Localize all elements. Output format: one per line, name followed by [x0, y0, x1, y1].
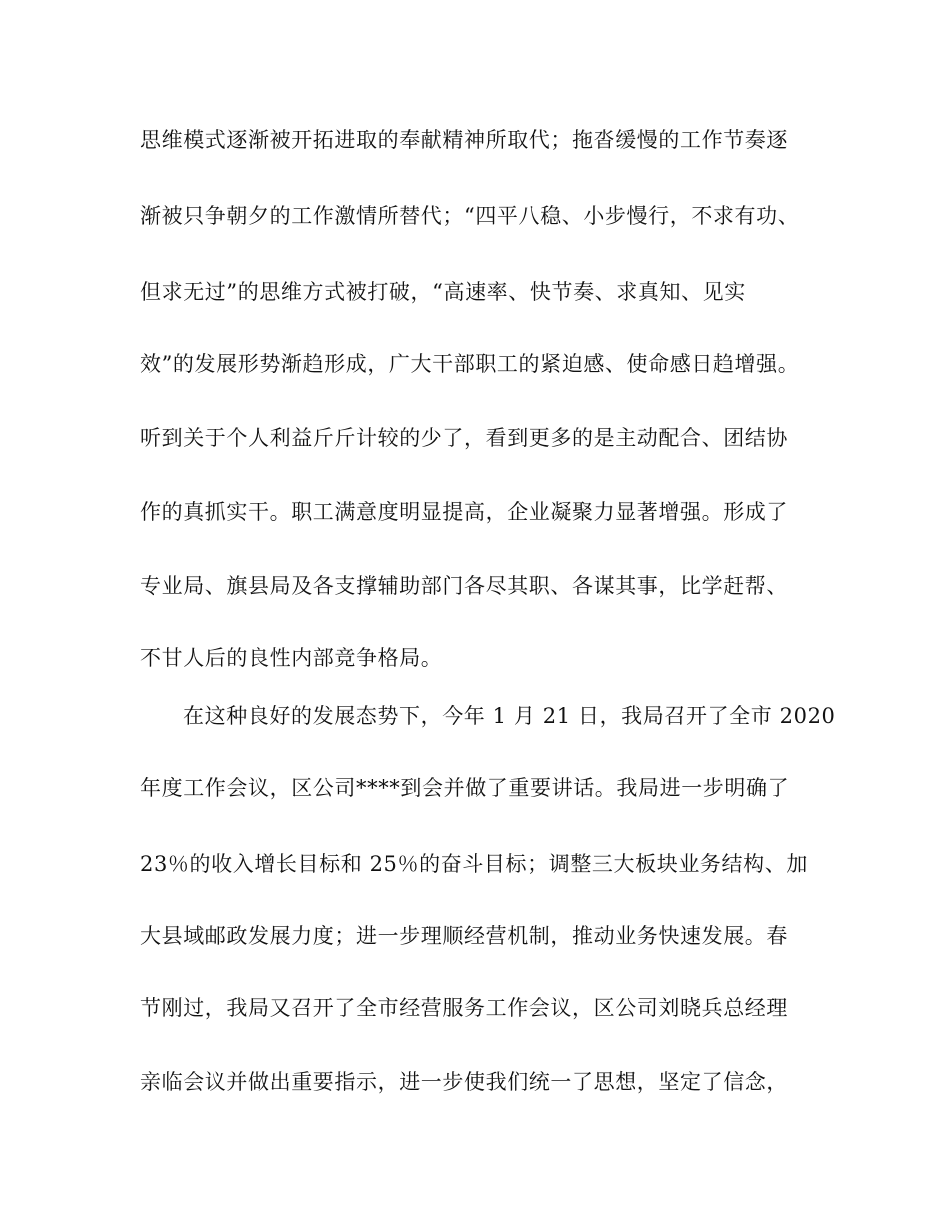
text-line: 效”的发展形势渐趋形成，广大干部职工的紧迫感、使命感日趋增强。 — [140, 352, 800, 376]
text-line: 年度工作会议，区公司****到会并做了重要讲话。我局进一步明确了 — [140, 776, 790, 800]
text-line: 渐被只争朝夕的工作激情所替代；“四平八稳、小步慢行，不求有功、 — [140, 204, 800, 228]
text-line: 节刚过，我局又召开了全市经营服务工作会议，区公司刘晓兵总经理 — [140, 996, 788, 1020]
text-line: 听到关于个人利益斤斤计较的少了，看到更多的是主动配合、团结协 — [140, 426, 788, 450]
text-line: 23％的收入增长目标和 25％的奋斗目标；调整三大板块业务结构、加 — [140, 852, 808, 876]
text-line: 思维模式逐渐被开拓进取的奉献精神所取代；拖沓缓慢的工作节奏逐 — [140, 128, 788, 152]
text-line: 作的真抓实干。职工满意度明显提高，企业凝聚力显著增强。形成了 — [140, 500, 788, 524]
text-line: 不甘人后的良性内部竞争格局。 — [140, 646, 443, 670]
text-line: 专业局、旗县局及各支撑辅助部门各尽其职、各谋其事，比学赶帮、 — [140, 574, 788, 598]
text-line: 但求无过”的思维方式被打破，“高速率、快节奏、求真知、见实 — [140, 280, 746, 304]
paragraph-first-line: 在这种良好的发展态势下，今年 1 月 21 日，我局召开了全市 2020 — [183, 704, 836, 728]
text-line: 亲临会议并做出重要指示，进一步使我们统一了思想，坚定了信念， — [140, 1070, 788, 1094]
text-line: 大县域邮政发展力度；进一步理顺经营机制，推动业务快速发展。春 — [140, 924, 788, 948]
